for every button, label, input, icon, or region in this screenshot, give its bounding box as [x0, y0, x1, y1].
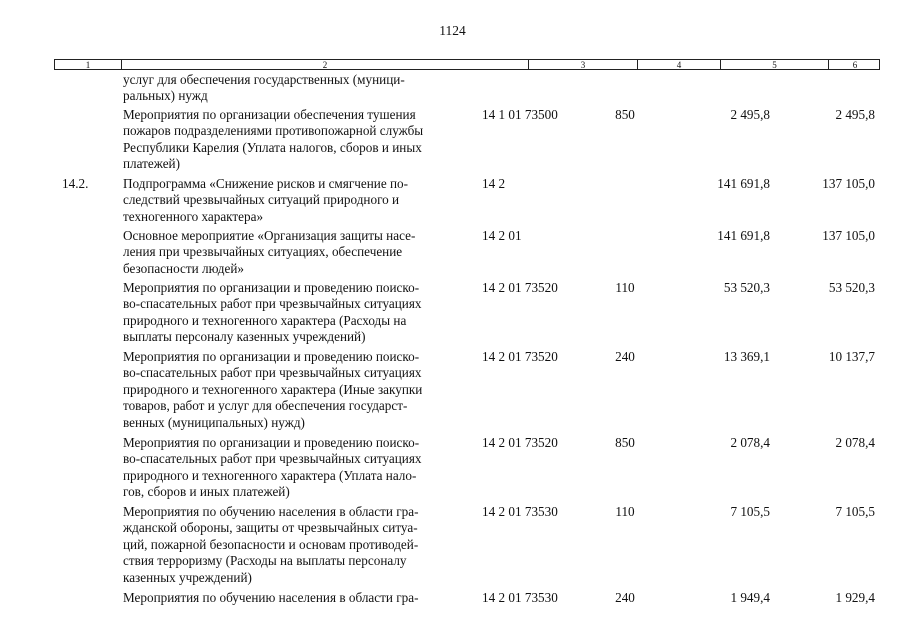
- row-kind: 240: [615, 590, 635, 605]
- row-value-1: 1 949,4: [730, 590, 770, 605]
- row-kind: 110: [615, 280, 635, 295]
- header-col-6: 6: [852, 60, 858, 70]
- row-name: Мероприятия по организации и проведению поиско- во-спасательных работ при чрезвычайных ситуациях природного и техногенного характера (Уплата нало- гов, сборов и иных платежей): [123, 435, 422, 500]
- row-value-2: 7 105,5: [835, 504, 875, 519]
- row-value-2: 2 495,8: [835, 107, 875, 122]
- row-value-1: 2 495,8: [730, 107, 770, 122]
- header-col-3: 3: [529, 60, 638, 69]
- row-value-1: 53 520,3: [723, 280, 770, 295]
- row-value-1: 13 369,1: [723, 349, 770, 364]
- row-name: услуг для обеспечения государственных (муници- pальных) нужд: [123, 72, 405, 104]
- row-value-2: 53 520,3: [828, 280, 875, 295]
- header-col-4: 4: [638, 60, 721, 69]
- row-value-2: 1 929,4: [835, 590, 875, 605]
- row-code: 14 2 01 73530: [482, 590, 558, 605]
- row-kind: 850: [615, 107, 635, 122]
- row-name: Основное мероприятие «Организация защиты насе- ления при чрезвычайных ситуациях, обеспечение безопасности людей»: [123, 228, 416, 276]
- page-number: 1124: [439, 23, 466, 38]
- row-name: Мероприятия по обучению населения в области гра-: [123, 590, 419, 605]
- row-value-1: 7 105,5: [730, 504, 770, 519]
- row-kind: 110: [615, 504, 635, 519]
- row-kind: 240: [615, 349, 635, 364]
- row-code: 14 2 01 73530: [482, 504, 558, 519]
- row-name: Мероприятия по организации и проведению поиско- во-спасательных работ при чрезвычайных ситуациях природного и техногенного характера (Расходы на выплаты персоналу казенных учреждений): [123, 280, 422, 345]
- row-kind: 850: [615, 435, 635, 450]
- row-value-2: 137 105,0: [822, 176, 875, 191]
- row-code: 14 1 01 73500: [482, 107, 558, 122]
- row-code: 14 2 01 73520: [482, 349, 558, 364]
- row-value-2: 2 078,4: [835, 435, 875, 450]
- row-value-1: 141 691,8: [717, 228, 770, 243]
- table-header: [54, 59, 880, 70]
- header-col-2: 2: [122, 60, 529, 69]
- header-col-1: 1: [55, 60, 122, 69]
- row-name: Мероприятия по обучению населения в области гра- жданской обороны, защиты от чрезвычайных ситуа- ций, пожарной безопасности и основам противодей- ствия терроризму (Расходы на выплаты персоналу казенных учреждений): [123, 504, 419, 585]
- row-code: 14 2 01 73520: [482, 435, 558, 450]
- row-code: 14 2 01: [482, 228, 522, 243]
- row-name: Мероприятия по организации обеспечения тушения пожаров подразделениями противопожарной службы Республики Карелия (Уплата налогов, сборов и иных платежей): [123, 107, 424, 172]
- row-value-1: 2 078,4: [730, 435, 770, 450]
- row-value-2: 137 105,0: [822, 228, 875, 243]
- header-col-5: 5: [721, 60, 829, 69]
- row-value-1: 141 691,8: [717, 176, 770, 191]
- row-name: Подпрограмма «Снижение рисков и смягчение по- следствий чрезвычайных ситуаций природного и техногенного характера»: [123, 176, 409, 224]
- row-code: 14 2 01 73520: [482, 280, 558, 295]
- row-value-2: 10 137,7: [828, 349, 875, 364]
- row-code: 14 2: [482, 176, 506, 191]
- row-name: Мероприятия по организации и проведению поиско- во-спасательных работ при чрезвычайных ситуациях природного и техногенного характера (Иные закупки товаров, работ и услуг для обеспечения государст- венных (муниципальных) нужд): [123, 349, 423, 430]
- row-number: 14.2.: [62, 176, 89, 191]
